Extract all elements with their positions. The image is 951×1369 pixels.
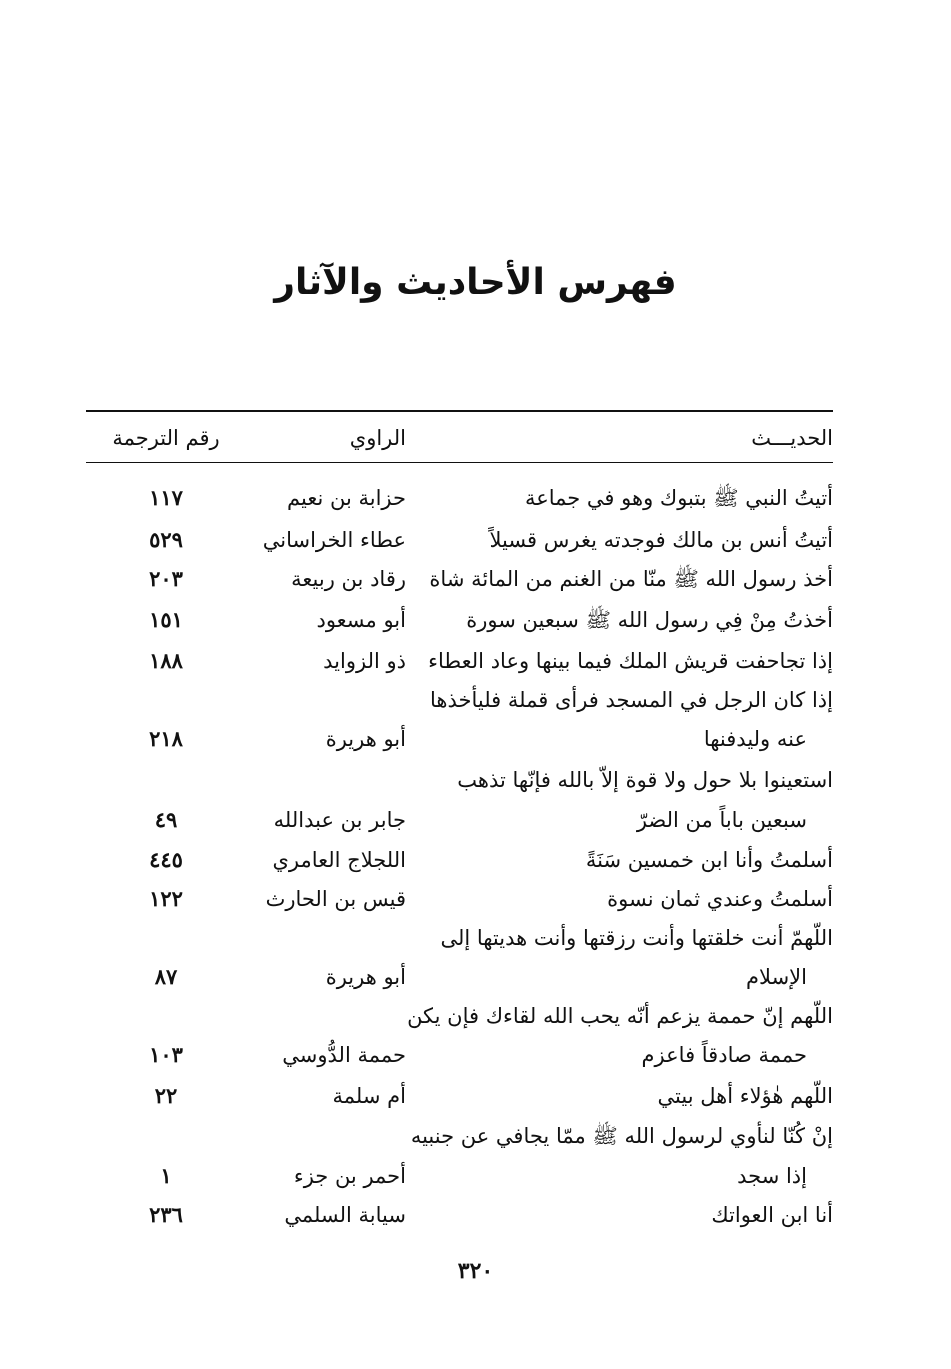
hadith-text: اللّهم هٰؤلاء أهل بيتي xyxy=(657,1084,833,1108)
table-top-rule xyxy=(86,410,833,412)
translation-number: ١١٧ xyxy=(149,485,183,510)
translation-number: ٨٧ xyxy=(154,964,178,989)
table-row xyxy=(86,1156,833,1196)
rawi-name: جابر بن عبدالله xyxy=(273,808,406,832)
hadith-text: الإسلام xyxy=(746,965,807,989)
translation-number: ١٢٢ xyxy=(149,886,183,911)
table-row xyxy=(86,1116,833,1156)
translation-number: ١٨٨ xyxy=(149,648,183,673)
rawi-name: أبو مسعود xyxy=(316,608,406,632)
hadith-text: إنْ كُنّا لنأوي لرسول الله ﷺ ممّا يجافي عن جنبيه xyxy=(410,1124,833,1148)
hadith-text: أتيتُ النبي ﷺ بتبوك وهو في جماعة xyxy=(524,486,833,510)
rawi-name: أبو هريرة xyxy=(325,727,406,751)
table-row xyxy=(86,996,833,1036)
hadith-text: اللّهم إنّ حممة يزعم أنّه يحب الله لقاءك فإن يكن xyxy=(407,1004,833,1028)
hadith-text: أسلمتُ وعندي ثمان نسوة xyxy=(607,887,833,911)
table-row xyxy=(86,600,833,640)
hadith-text: اللّهمّ أنت خلقتها وأنت رزقتها وأنت هديتها إلى xyxy=(440,926,833,950)
table-row xyxy=(86,918,833,958)
hadith-text: عنه وليدفنها xyxy=(703,727,807,751)
rawi-name: أم سلمة xyxy=(332,1084,406,1108)
translation-number: ٢٠٣ xyxy=(149,566,183,591)
hadith-text: أتيتُ أنس بن مالك فوجدته يغرس قسيلاً xyxy=(489,528,833,552)
translation-number: ٢٣٦ xyxy=(149,1202,183,1227)
translation-number: ٤٤٥ xyxy=(149,847,183,872)
translation-number: ٥٢٩ xyxy=(149,527,183,552)
rawi-name: حممة الدُّوسي xyxy=(282,1043,406,1067)
table-row xyxy=(86,1076,833,1116)
translation-number: ٢٢ xyxy=(154,1083,178,1108)
translation-number: ١٠٣ xyxy=(149,1042,183,1067)
table-row xyxy=(86,719,833,759)
rawi-name: حزابة بن نعيم xyxy=(287,486,406,510)
hadith-text: إذا سجد xyxy=(737,1164,807,1188)
rawi-name: ذو الزوايد xyxy=(323,649,406,673)
header-number: رقم الترجمة xyxy=(112,426,220,450)
table-row xyxy=(86,1195,833,1235)
table-row xyxy=(86,879,833,919)
hadith-text: أسلمتُ وأنا ابن خمسين سَنَةً xyxy=(585,848,833,872)
rawi-name: قيس بن الحارث xyxy=(265,887,406,911)
table-row xyxy=(86,840,833,880)
table-row xyxy=(86,1035,833,1075)
hadith-text: إذا كان الرجل في المسجد فرأى قملة فليأخذها xyxy=(430,688,833,712)
rawi-name: اللجلاج العامري xyxy=(272,848,406,872)
hadith-text: استعينوا بلا حول ولا قوة إلاّ بالله فإنّها تذهب xyxy=(457,768,833,792)
hadith-text: إذا تجاحفت قريش الملك فيما بينها وعاد العطاء xyxy=(428,649,833,673)
header-hadith: الحديـــث xyxy=(751,426,833,450)
table-row xyxy=(86,641,833,681)
rawi-name: أبو هريرة xyxy=(325,965,406,989)
table-row xyxy=(86,680,833,720)
hadith-text: أخذ رسول الله ﷺ منّا من الغنم من المائة شاة xyxy=(429,567,833,591)
translation-number: ٢١٨ xyxy=(149,726,183,751)
hadith-text: حممة صادقاً فاعزم xyxy=(641,1043,807,1067)
page-title: فهرس الأحاديث والآثار xyxy=(274,262,677,303)
rawi-name: سيابة السلمي xyxy=(284,1203,406,1227)
page-number: ٣٢٠ xyxy=(457,1258,494,1284)
table-row xyxy=(86,957,833,997)
rawi-name: رقاد بن ربيعة xyxy=(291,567,406,591)
hadith-text: سبعين باباً من الضرّ xyxy=(636,808,807,832)
table-row xyxy=(86,760,833,800)
table-row xyxy=(86,800,833,840)
translation-number: ١٥١ xyxy=(149,607,183,632)
rawi-name: عطاء الخراساني xyxy=(262,528,406,552)
table-row xyxy=(86,520,833,560)
hadith-text: أخذتُ مِنْ فِي رسول الله ﷺ سبعين سورة xyxy=(466,608,833,632)
table-row xyxy=(86,559,833,599)
table-header xyxy=(86,418,833,458)
table-header-rule xyxy=(86,462,833,463)
header-rawi: الراوي xyxy=(349,426,406,450)
rawi-name: أحمر بن جزء xyxy=(293,1164,406,1188)
translation-number: ١ xyxy=(160,1163,172,1188)
hadith-text: أنا ابن العواتك xyxy=(711,1203,833,1227)
table-row xyxy=(86,478,833,518)
translation-number: ٤٩ xyxy=(154,807,178,832)
